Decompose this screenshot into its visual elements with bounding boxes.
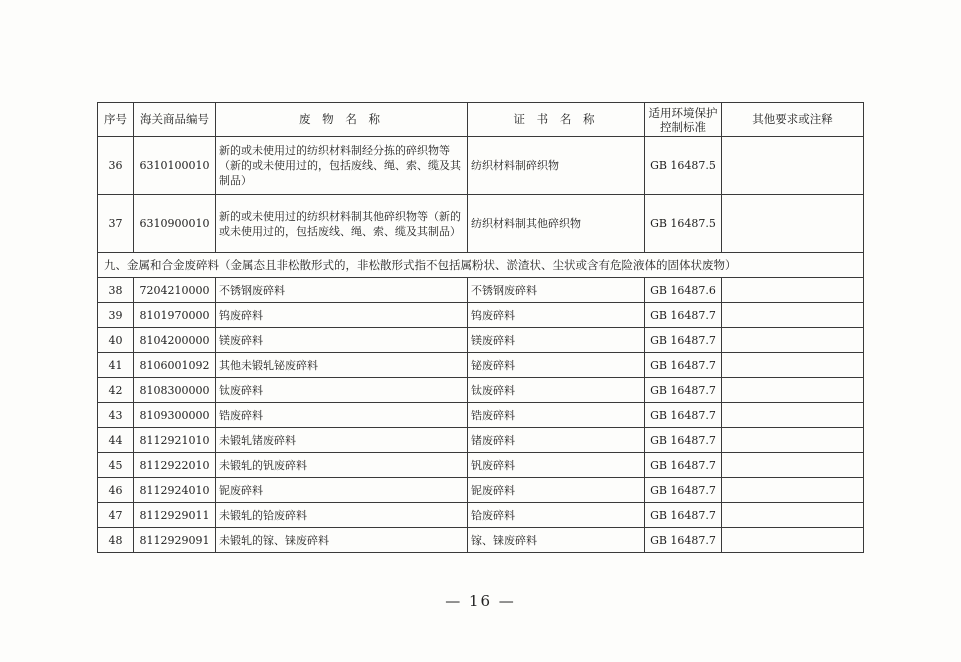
cell-cert-name: 钛废碎料 [468,378,645,403]
cell-code: 8101970000 [134,303,216,328]
cell-cert-name: 铌废碎料 [468,478,645,503]
cell-code: 6310900010 [134,195,216,253]
cell-cert-name: 钨废碎料 [468,303,645,328]
header-seq: 序号 [98,103,134,137]
cell-notes [722,503,864,528]
cell-notes [722,303,864,328]
cell-code: 8106001092 [134,353,216,378]
cell-waste-name: 其他未锻轧铋废碎料 [216,353,468,378]
cell-waste-name: 锆废碎料 [216,403,468,428]
cell-waste-name: 未锻轧的铪废碎料 [216,503,468,528]
cell-seq: 47 [98,503,134,528]
cell-code: 8108300000 [134,378,216,403]
table-row [98,403,864,428]
table-row [98,453,864,478]
cell-standard: GB 16487.7 [645,503,722,528]
cell-standard: GB 16487.7 [645,453,722,478]
cell-cert-name: 铋废碎料 [468,353,645,378]
cell-waste-name: 钛废碎料 [216,378,468,403]
waste-catalog-page [97,102,863,553]
cell-waste-name: 不锈钢废碎料 [216,278,468,303]
cell-code: 6310100010 [134,137,216,195]
cell-cert-name: 纺织材料制其他碎织物 [468,195,645,253]
cell-cert-name: 锆废碎料 [468,403,645,428]
cell-seq: 42 [98,378,134,403]
cell-seq: 46 [98,478,134,503]
cell-standard: GB 16487.7 [645,303,722,328]
header-cert-name: 证 书 名 称 [468,103,645,137]
cell-seq: 37 [98,195,134,253]
cell-standard: GB 16487.7 [645,403,722,428]
cell-waste-name: 镁废碎料 [216,328,468,353]
cell-notes [722,403,864,428]
cell-cert-name: 不锈钢废碎料 [468,278,645,303]
cell-notes [722,478,864,503]
cell-notes [722,278,864,303]
cell-seq: 48 [98,528,134,553]
cell-cert-name: 铪废碎料 [468,503,645,528]
header-waste-name: 废 物 名 称 [216,103,468,137]
table-row [98,503,864,528]
table-row [98,428,864,453]
cell-seq: 36 [98,137,134,195]
cell-code: 8112929011 [134,503,216,528]
cell-notes [722,453,864,478]
cell-code: 8104200000 [134,328,216,353]
cell-notes [722,353,864,378]
cell-cert-name: 钒废碎料 [468,453,645,478]
cell-code: 8112921010 [134,428,216,453]
cell-seq: 43 [98,403,134,428]
cell-standard: GB 16487.6 [645,278,722,303]
cell-seq: 40 [98,328,134,353]
cell-standard: GB 16487.7 [645,478,722,503]
header-code: 海关商品编号 [134,103,216,137]
cell-notes [722,378,864,403]
cell-waste-name: 新的或未使用过的纺织材料制其他碎织物等（新的或未使用过的，包括废线、绳、索、缆及其制品） [216,195,468,253]
table-row [98,378,864,403]
cell-standard: GB 16487.5 [645,195,722,253]
section-row [98,253,864,278]
cell-seq: 41 [98,353,134,378]
cell-standard: GB 16487.7 [645,378,722,403]
table-row [98,328,864,353]
table-row [98,478,864,503]
cell-seq: 39 [98,303,134,328]
cell-code: 7204210000 [134,278,216,303]
cell-notes [722,137,864,195]
cell-cert-name: 镁废碎料 [468,328,645,353]
page-number: — 16 — [445,592,516,610]
cell-cert-name: 锗废碎料 [468,428,645,453]
cell-cert-name: 纺织材料制碎织物 [468,137,645,195]
section-title: 九、金属和合金废碎料（金属态且非松散形式的，非松散形式指不包括属粉状、淤渣状、尘状或含有危险液体的固体状废物） [98,253,864,278]
cell-notes [722,528,864,553]
cell-notes [722,195,864,253]
cell-standard: GB 16487.5 [645,137,722,195]
header-notes: 其他要求或注释 [722,103,864,137]
cell-seq: 45 [98,453,134,478]
cell-waste-name: 未锻轧锗废碎料 [216,428,468,453]
table-row [98,278,864,303]
cell-code: 8112922010 [134,453,216,478]
cell-standard: GB 16487.7 [645,353,722,378]
table-row [98,195,864,253]
cell-waste-name: 铌废碎料 [216,478,468,503]
cell-standard: GB 16487.7 [645,428,722,453]
table-row [98,137,864,195]
waste-catalog-table [97,102,864,553]
cell-code: 8109300000 [134,403,216,428]
cell-seq: 38 [98,278,134,303]
cell-waste-name: 未锻轧的镓、铼废碎料 [216,528,468,553]
cell-waste-name: 新的或未使用过的纺织材料制经分拣的碎织物等（新的或未使用过的，包括废线、绳、索、缆及其制品） [216,137,468,195]
cell-notes [722,328,864,353]
cell-waste-name: 未锻轧的钒废碎料 [216,453,468,478]
table-header-row [98,103,864,137]
header-standard: 适用环境保护控制标准 [645,103,722,137]
cell-code: 8112924010 [134,478,216,503]
table-row [98,303,864,328]
cell-seq: 44 [98,428,134,453]
table-row [98,528,864,553]
cell-cert-name: 镓、铼废碎料 [468,528,645,553]
cell-waste-name: 钨废碎料 [216,303,468,328]
table-row [98,353,864,378]
cell-code: 8112929091 [134,528,216,553]
cell-standard: GB 16487.7 [645,528,722,553]
cell-standard: GB 16487.7 [645,328,722,353]
cell-notes [722,428,864,453]
